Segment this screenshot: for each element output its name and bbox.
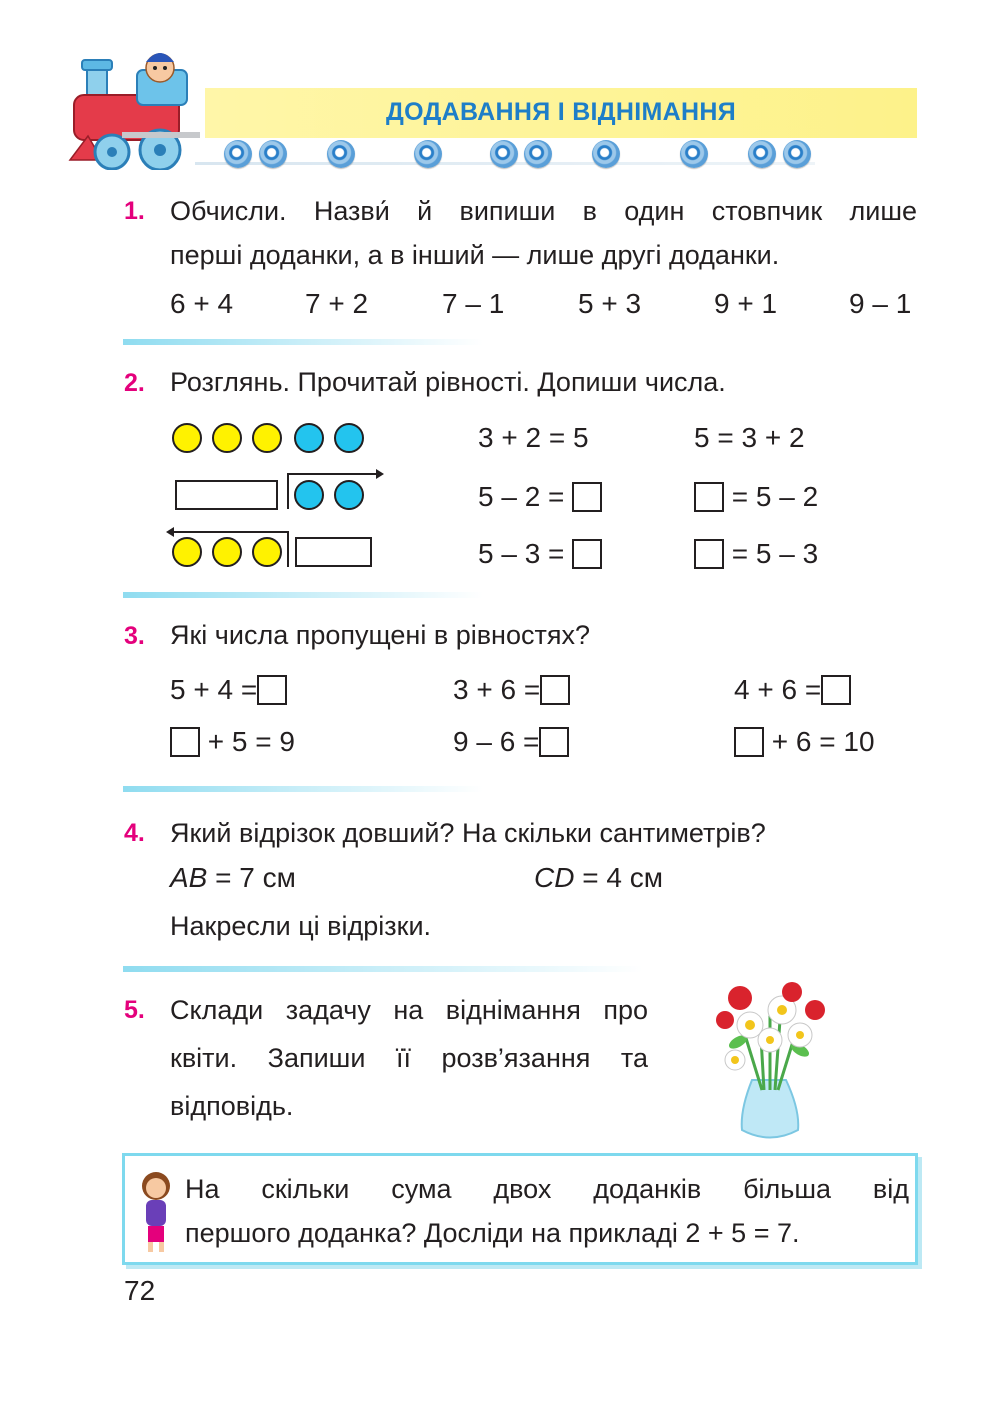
divider: [123, 339, 483, 345]
wheel-icon: [224, 140, 252, 168]
equation: [453, 726, 569, 758]
segment-ab-label: AB: [170, 862, 208, 893]
answer-box[interactable]: [572, 482, 602, 512]
answer-box[interactable]: [821, 675, 851, 705]
segment-cd-label: CD: [534, 862, 575, 893]
answer-box[interactable]: [694, 539, 724, 569]
segment-ab: [170, 862, 296, 894]
task-1-number: 1.: [124, 197, 145, 225]
task-5-line-1: Склади задачу на віднімання про: [170, 995, 648, 1025]
answer-box[interactable]: [572, 539, 602, 569]
placeholder-rectangle: [175, 480, 278, 510]
equation-text: + 5 = 9: [207, 726, 295, 757]
cyan-circle: [334, 423, 364, 453]
task-3-number: 3.: [124, 622, 145, 650]
wheel-icon: [414, 140, 442, 168]
task-1-expression: 9 + 1: [714, 288, 778, 319]
task-1-line-2: перші доданки, а в інший — лише другі доданки.: [170, 240, 780, 270]
equation: 3 + 2 = 5: [478, 422, 589, 453]
equation-text: + 6 = 10: [771, 726, 875, 757]
task-1-expression: 5 + 3: [578, 288, 642, 319]
wheel-icon: [680, 140, 708, 168]
equation: [170, 726, 295, 758]
yellow-circle: [172, 423, 202, 453]
equation-text: 5 + 4 =: [170, 674, 258, 705]
task-2-instruction: Розглянь. Прочитай рівності. Допиши числа.: [170, 367, 726, 397]
segment-cd-value: = 4 см: [574, 862, 663, 893]
equation-text: 9 – 6 =: [453, 726, 540, 757]
wheel-icon: [524, 140, 552, 168]
equation: [170, 674, 287, 706]
equation: [478, 538, 602, 570]
equation-text: 4 + 6 =: [734, 674, 822, 705]
equation: [453, 674, 570, 706]
task-5-line-2: квіти. Запиши її розв’язання та: [170, 1043, 648, 1073]
wheel-icon: [327, 140, 355, 168]
equation: [694, 481, 818, 513]
extra-question-line-2: першого доданка? Досліди на прикладі 2 + 5 = 7.: [185, 1218, 800, 1248]
task-4-number: 4.: [124, 819, 145, 847]
equation: 5 = 3 + 2: [694, 422, 805, 453]
wheel-icon: [259, 140, 287, 168]
task-1-expression: 7 + 2: [305, 288, 369, 319]
equation-text: 5 – 2 =: [478, 481, 565, 512]
task-4-question: Який відрізок довший? На скільки сантиметрів?: [170, 818, 766, 848]
wheel-icon: [490, 140, 518, 168]
task-4-instruction: Накресли ці відрізки.: [170, 911, 432, 941]
page-number: 72: [124, 1275, 156, 1306]
flower-vase-illustration: [700, 980, 840, 1145]
answer-box[interactable]: [694, 482, 724, 512]
equation-text: 5 – 3 =: [478, 538, 565, 569]
equation: [694, 538, 818, 570]
answer-box[interactable]: [539, 727, 569, 757]
segment-cd: [534, 862, 663, 894]
arrow-right-icon: [284, 464, 384, 514]
wheel-icon: [592, 140, 620, 168]
yellow-circle: [252, 423, 282, 453]
placeholder-rectangle: [295, 537, 372, 567]
train-illustration: [62, 40, 212, 170]
equation: [478, 481, 602, 513]
divider: [123, 786, 483, 792]
divider: [123, 592, 483, 598]
equation-text: 3 + 6 =: [453, 674, 541, 705]
girl-illustration: [134, 1168, 180, 1256]
task-1-line-1: Обчисли. Назви́ й випиши в один стовпчик лише: [170, 196, 917, 226]
page-title: ДОДАВАННЯ І ВІДНІМАННЯ: [386, 98, 736, 126]
segment-ab-value: = 7 см: [207, 862, 296, 893]
task-1-expression: 6 + 4: [170, 288, 234, 319]
yellow-circle: [212, 423, 242, 453]
task-5-line-3: відповідь.: [170, 1091, 294, 1121]
answer-box[interactable]: [257, 675, 287, 705]
task-5-number: 5.: [124, 996, 145, 1024]
equation-text: = 5 – 3: [731, 538, 819, 569]
wheel-icon: [783, 140, 811, 168]
arrow-left-icon: [166, 522, 294, 572]
task-3-question: Які числа пропущені в рівностях?: [170, 620, 590, 650]
answer-box[interactable]: [734, 727, 764, 757]
equation: [734, 674, 851, 706]
task-1-expression: 7 – 1: [442, 288, 505, 319]
equation: [734, 726, 875, 758]
task-2-number: 2.: [124, 369, 145, 397]
divider: [123, 966, 643, 972]
extra-question-line-1: На скільки сума двох доданків більша від: [185, 1174, 909, 1204]
answer-box[interactable]: [540, 675, 570, 705]
task-1-expression: 9 – 1: [849, 288, 912, 319]
answer-box[interactable]: [170, 727, 200, 757]
wheel-icon: [748, 140, 776, 168]
equation-text: = 5 – 2: [731, 481, 819, 512]
cyan-circle: [294, 423, 324, 453]
